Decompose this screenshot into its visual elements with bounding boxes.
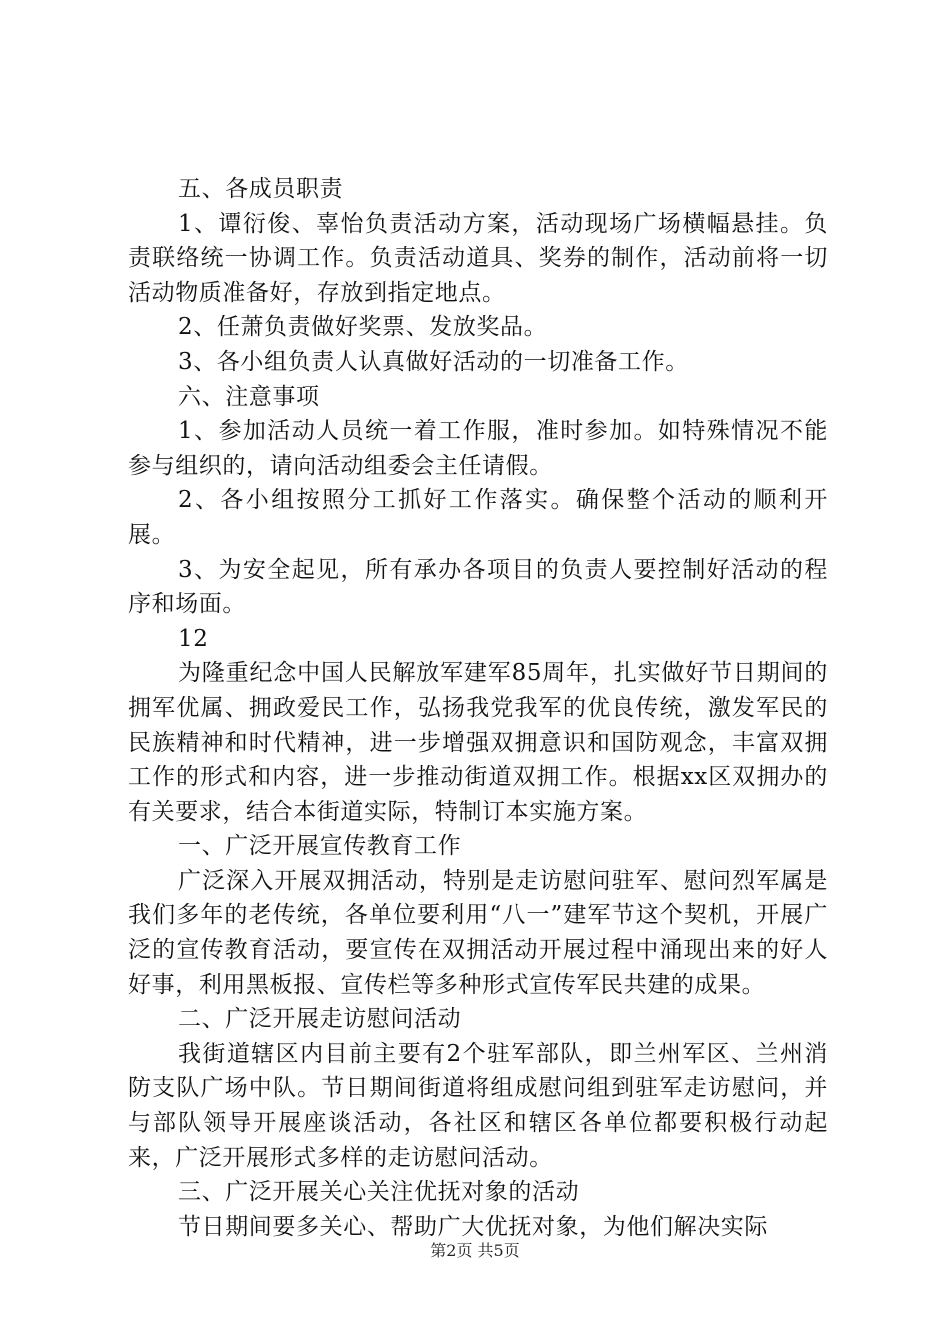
paragraph-note-1: 1、参加活动人员统一着工作服，准时参加。如特殊情况不能参与组织的，请向活动组委会主任请假。 xyxy=(128,418,828,479)
section-heading-2: 二、广泛开展走访慰问活动 xyxy=(178,1006,462,1033)
separator-number: 12 xyxy=(178,625,209,652)
section-heading-3: 三、广泛开展关心关注优抚对象的活动 xyxy=(178,1179,580,1206)
section-heading-6: 六、注意事项 xyxy=(178,383,320,410)
paragraph-intro: 为隆重纪念中国人民解放军建军85周年，扎实做好节日期间的拥军优属、拥政爱民工作，弘扬我党我军的优良传统，激发军民的民族精神和时代精神，进一步增强双拥意识和国防观念，丰富双拥工作的形式和内容，进一步推动街道双拥工作。根据xx区双拥办的有关要求，结合本街道实际，特制订本实施方案。 xyxy=(128,660,828,825)
page-footer: 第2页 共5页 xyxy=(430,1241,520,1260)
section-heading-5: 五、各成员职责 xyxy=(178,176,344,202)
paragraph-duty-2: 2、任萧负责做好奖票、发放奖品。 xyxy=(178,314,548,341)
section-heading-1: 一、广泛开展宣传教育工作 xyxy=(178,833,462,860)
paragraph-note-3: 3、为安全起见，所有承办各项目的负责人要控制好活动的程序和场面。 xyxy=(128,556,828,618)
paragraph-duty-1: 1、谭衍俊、辜怡负责活动方案，活动现场广场横幅悬挂。负责联络统一协调工作。负责活动道具、奖券的制作，活动前将一切活动物质准备好，存放到指定地点。 xyxy=(128,210,828,306)
paragraph-note-2: 2、各小组按照分工抓好工作落实。确保整个活动的顺利开展。 xyxy=(128,487,828,548)
paragraph-care: 节日期间要多关心、帮助广大优抚对象，为他们解决实际 xyxy=(178,1213,768,1240)
document-body xyxy=(128,172,828,1244)
paragraph-visits: 我街道辖区内目前主要有2个驻军部队，即兰州军区、兰州消防支队广场中队。节日期间街道将组成慰问组到驻军走访慰问，并与部队领导开展座谈活动，各社区和辖区各单位都要积极行动起来，广泛开展形式多样的走访慰问活动。 xyxy=(128,1040,828,1171)
paragraph-duty-3: 3、各小组负责人认真做好活动的一切准备工作。 xyxy=(178,348,689,375)
paragraph-publicity: 广泛深入开展双拥活动，特别是走访慰问驻军、慰问烈军属是我们多年的老传统，各单位要利用“八一”建军节这个契机，开展广泛的宣传教育活动，要宣传在双拥活动开展过程中涌现出来的好人好事，利用黑板报、宣传栏等多种形式宣传军民共建的成果。 xyxy=(128,867,828,998)
